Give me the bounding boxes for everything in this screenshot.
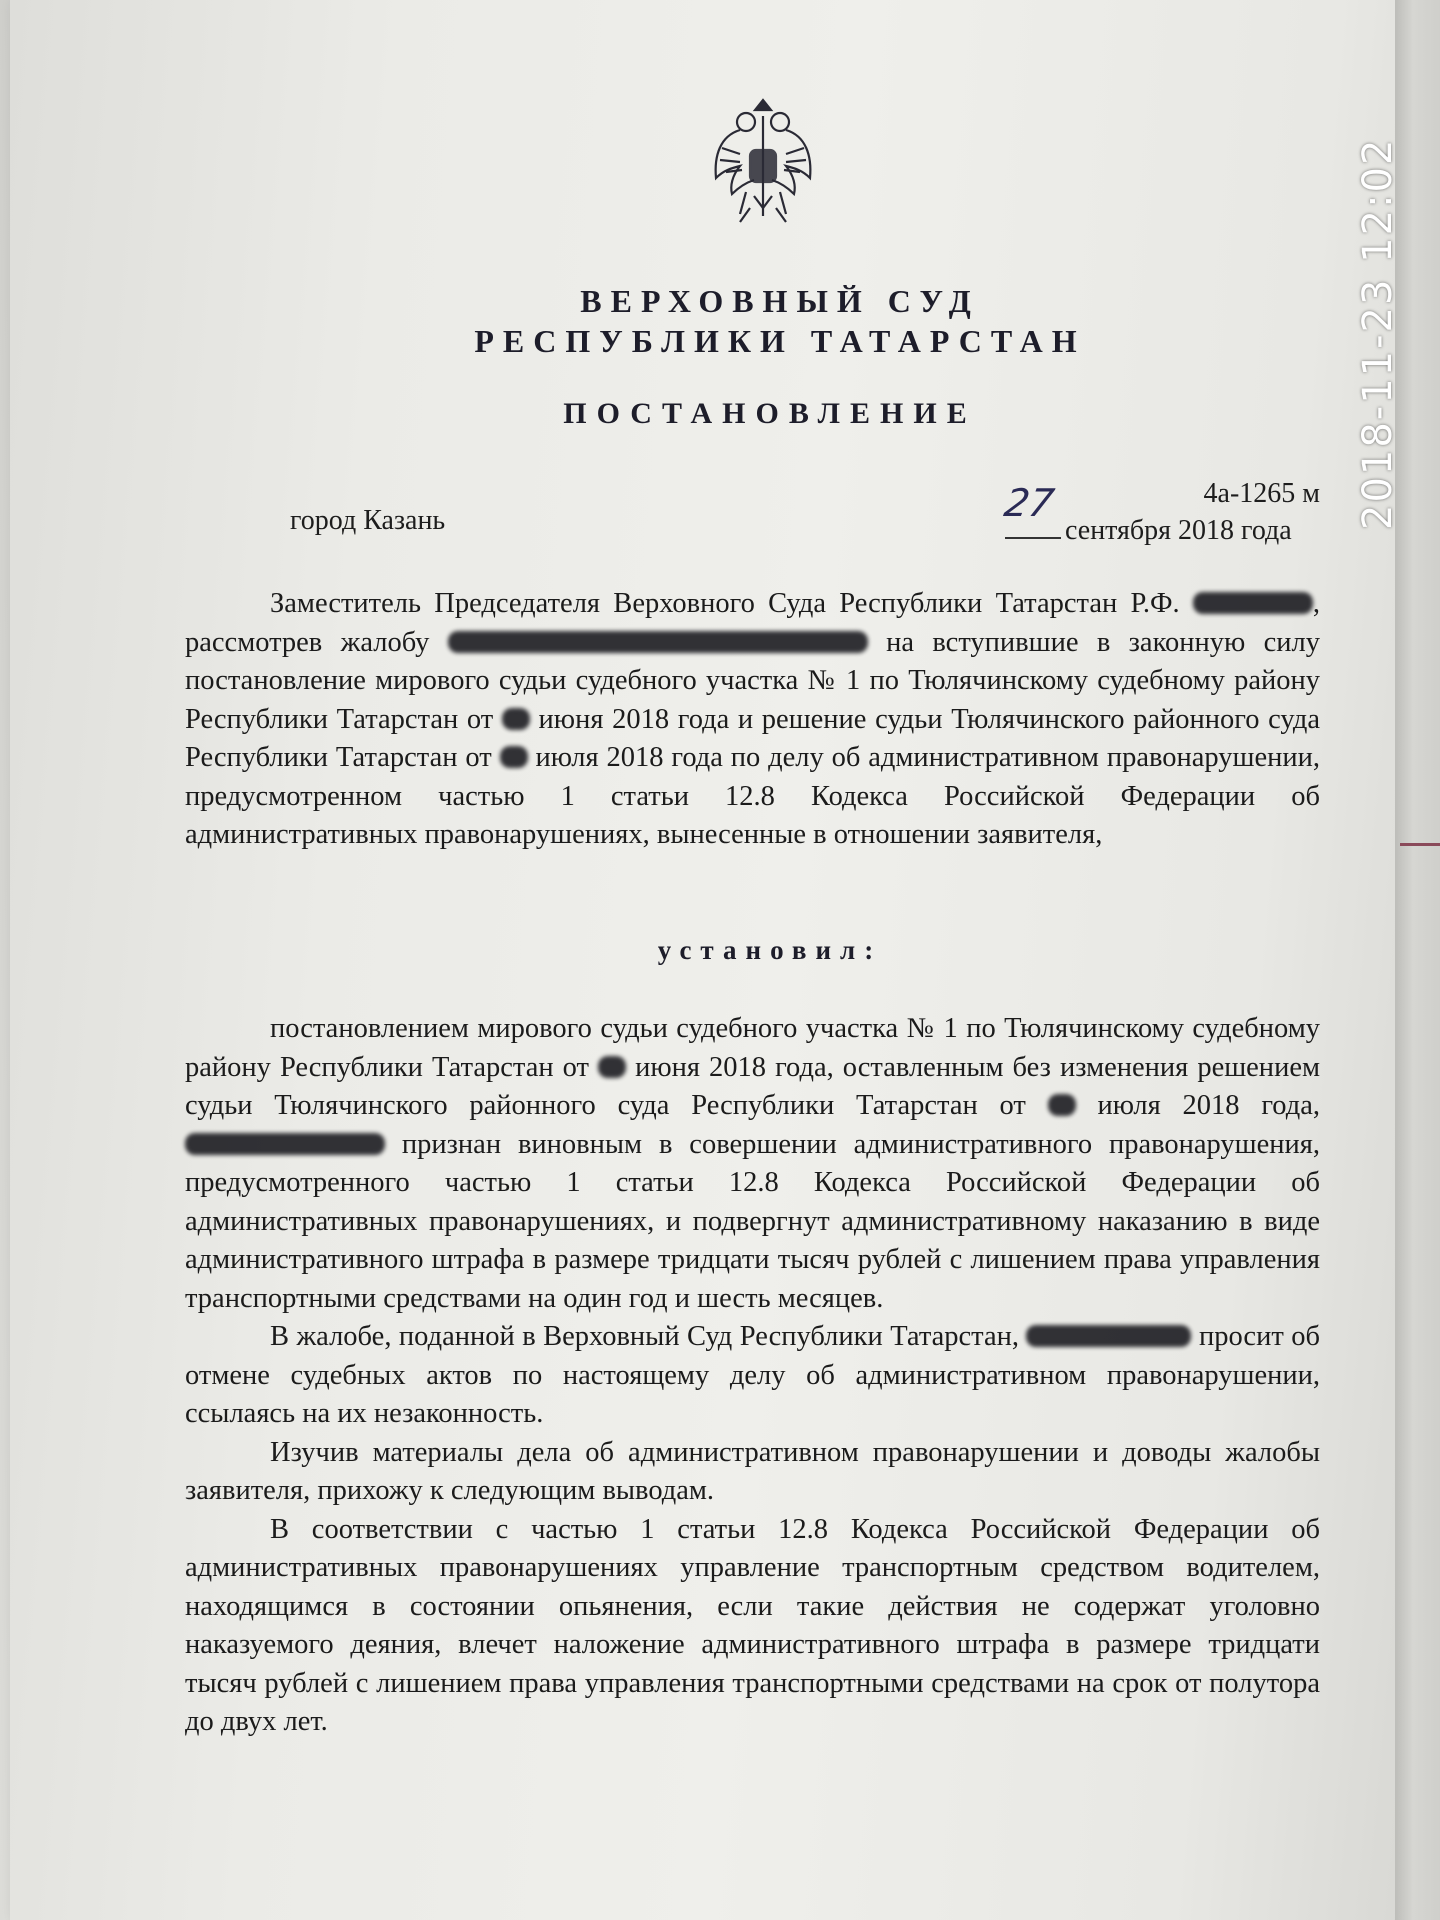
court-name-line2: РЕСПУБЛИКИ ТАТАРСТАН [474,323,1086,359]
coat-of-arms-icon [710,96,816,230]
redacted-date [502,708,530,730]
court-name-line1: ВЕРХОВНЫЙ СУД [580,283,980,319]
redacted-name [1193,592,1313,614]
paragraph-findings: постановлением мирового судьи судебного участка № 1 по Тюлячинскому судебному району Республики Татарстан от июня 2018 года, оставленным без изменения решением судьи Тюлячинского районного суда Республики Татарстан от июля 2018 года, признан виновным в совершении административного правонарушения, предусмотренного частью 1 статьи 12.8 Кодекса Российской Федерации об административных правонарушениях, и подвергнут административному наказанию в виде административного штрафа в размере тридцати тысяч рублей с лишением права управления транспортными средствами на один год и шесть месяцев. В жалобе, поданной в Верховный Суд Республики Татарстан, просит об отмене судебных актов по настоящему делу об административном правонарушении, ссылаясь на их незаконность. Изучив материалы дела об административном правонарушении и доводы жалобы заявителя, прихожу к следующим выводам. В соответствии с частью 1 статьи 12.8 Кодекса Российской Федерации об административных правонарушениях управление транспортным средством водителем, находящимся в состоянии опьянения, если такие действия не содержат уголовно наказуемого деяния, влечет наложение административного штрафа в размере тридцати тысяч рублей с лишением права управления транспортными средствами на срок от полутора до двух лет. [185,1010,1320,1742]
date-rest: сентября 2018 года [1065,515,1292,546]
redacted-date [500,746,528,768]
redacted-name [448,631,868,653]
paragraph-law: В соответствии с частью 1 статьи 12.8 Кодекса Российской Федерации об административных правонарушениях управление транспортным средством водителем, находящимся в состоянии опьянения, если такие действия не содержат уголовно наказуемого деяния, влечет наложение административного штрафа в размере тридцати тысяч рублей с лишением права управления транспортными средствами на срок от полутора до двух лет. [185,1513,1320,1737]
redacted-date [1048,1094,1076,1116]
case-number: 4а-1265 м [1203,478,1320,509]
redacted-date [598,1056,626,1078]
paragraph-intro [185,585,1320,855]
paragraph-intro-text: Заместитель Председателя Верховного Суда Республики Татарстан Р.Ф. , рассмотрев жалобу на вступившие в законную силу постановление мирового судьи судебного участка № 1 по Тюлячинскому судебному району Республики Татарстан от июня 2018 года и решение судьи Тюлячинского районного суда Республики Татарстан от июля 2018 года по делу об административном правонарушении, предусмотренном частью 1 статьи 12.8 Кодекса Российской Федерации об административных правонарушениях, вынесенные в отношении заявителя, [185,588,1321,850]
photo-timestamp [1355,440,1401,530]
redacted-name [185,1133,385,1155]
section-heading-ustanovil: установил: [657,935,883,965]
handwritten-day-text: 27 [1001,481,1058,525]
paragraph-review: Изучив материалы дела об административном правонарушении и доводы жалобы заявителя, прихожу к следующим выводам. [185,1436,1320,1506]
margin-mark [1400,843,1440,846]
redacted-name [1026,1325,1191,1347]
document-title: ПОСТАНОВЛЕНИЕ [563,397,977,430]
city: город Казань [290,505,446,536]
handwritten-day [1001,481,1061,539]
